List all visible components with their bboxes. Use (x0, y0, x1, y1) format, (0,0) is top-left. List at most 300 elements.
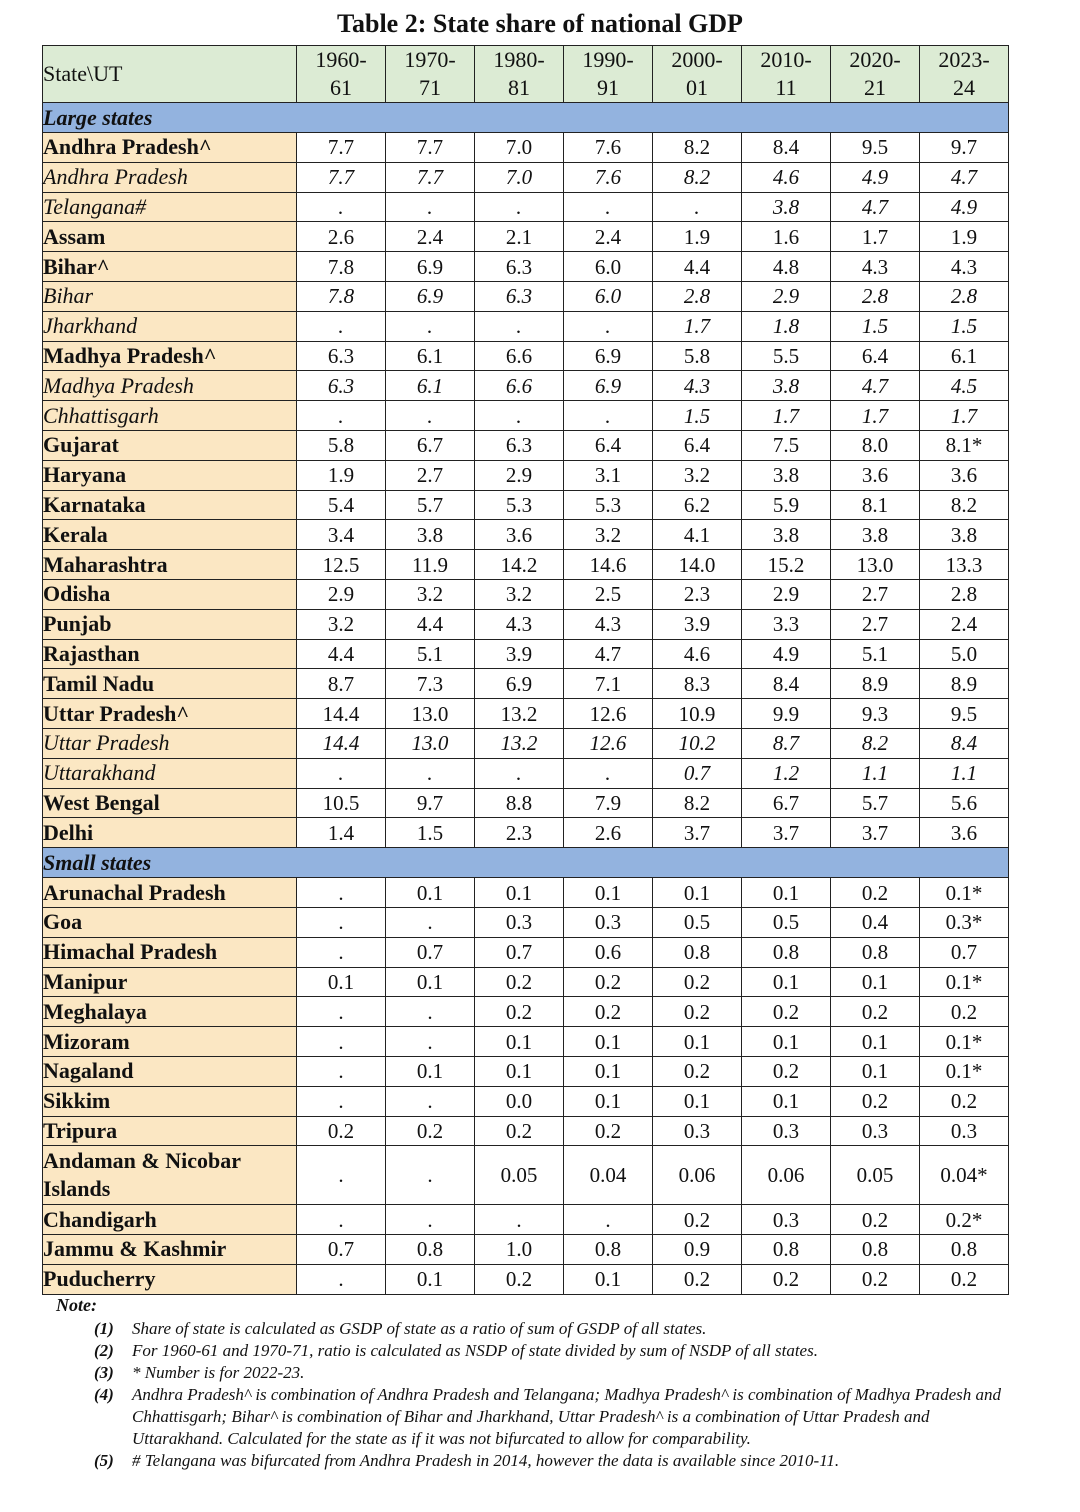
table-row (43, 1235, 1009, 1265)
share-value-cell: 2.6 (564, 818, 653, 848)
table-row (43, 490, 1009, 520)
share-value-cell: 0.5 (653, 907, 742, 937)
state-name: Mizoram (43, 1027, 297, 1057)
share-value-cell: 0.2 (564, 1116, 653, 1146)
table-row (43, 907, 1009, 937)
share-value-cell: 0.8 (920, 1235, 1009, 1265)
share-value-cell: 3.8 (920, 520, 1009, 550)
share-value-cell: 0.2 (475, 997, 564, 1027)
share-value-cell: 5.0 (920, 639, 1009, 669)
share-value-cell: 6.6 (475, 341, 564, 371)
share-value-cell: . (297, 1264, 386, 1294)
share-value-cell: 1.6 (742, 222, 831, 252)
header-year-line1: 2010- (760, 47, 812, 72)
share-value-cell: 1.7 (653, 311, 742, 341)
share-value-cell: 12.5 (297, 550, 386, 580)
share-value-cell: 1.0 (475, 1235, 564, 1265)
state-name: Punjab (43, 609, 297, 639)
header-year-line1: 1970- (404, 47, 456, 72)
share-value-cell: 0.2 (653, 1264, 742, 1294)
share-value-cell: . (297, 758, 386, 788)
share-value-cell: 14.4 (297, 699, 386, 729)
table-row (43, 1264, 1009, 1294)
share-value-cell: 2.9 (475, 460, 564, 490)
share-value-cell: 13.2 (475, 699, 564, 729)
share-value-cell: 6.9 (475, 669, 564, 699)
share-value-cell: 4.1 (653, 520, 742, 550)
share-value-cell: 1.7 (920, 401, 1009, 431)
share-value-cell: 4.7 (564, 639, 653, 669)
share-value-cell: 9.5 (831, 133, 920, 163)
table-row (43, 639, 1009, 669)
share-value-cell: 0.04* (920, 1146, 1009, 1205)
share-value-cell: 1.7 (831, 222, 920, 252)
share-value-cell: 1.5 (653, 401, 742, 431)
share-value-cell: 3.2 (297, 609, 386, 639)
share-value-cell: 13.2 (475, 728, 564, 758)
share-value-cell: 0.1 (564, 1056, 653, 1086)
table-row (43, 1116, 1009, 1146)
share-value-cell: 1.4 (297, 818, 386, 848)
share-value-cell: 8.0 (831, 430, 920, 460)
table-row (43, 222, 1009, 252)
table-row (43, 609, 1009, 639)
share-value-cell: 0.8 (653, 937, 742, 967)
share-value-cell: 0.2 (564, 997, 653, 1027)
share-value-cell: 7.5 (742, 430, 831, 460)
share-value-cell: 4.3 (831, 252, 920, 282)
share-value-cell: 6.9 (386, 252, 475, 282)
share-value-cell: 7.7 (386, 162, 475, 192)
share-value-cell: 1.2 (742, 758, 831, 788)
share-value-cell: . (297, 907, 386, 937)
share-value-cell: 4.7 (920, 162, 1009, 192)
table-row (43, 1205, 1009, 1235)
share-value-cell: 0.2 (742, 997, 831, 1027)
share-value-cell: 6.7 (742, 788, 831, 818)
share-value-cell: 0.1 (386, 967, 475, 997)
share-value-cell: 0.2 (475, 1264, 564, 1294)
share-value-cell: 2.8 (653, 281, 742, 311)
share-value-cell: 0.2 (653, 1205, 742, 1235)
share-value-cell: 3.2 (564, 520, 653, 550)
share-value-cell: 0.4 (831, 907, 920, 937)
share-value-cell: 1.7 (831, 401, 920, 431)
share-value-cell: 0.8 (831, 1235, 920, 1265)
state-name: Tripura (43, 1116, 297, 1146)
share-value-cell: 0.1 (564, 1027, 653, 1057)
share-value-cell: 0.2 (297, 1116, 386, 1146)
table-row (43, 371, 1009, 401)
table-row (43, 669, 1009, 699)
state-name: Himachal Pradesh (43, 937, 297, 967)
share-value-cell: 3.7 (831, 818, 920, 848)
note-item (94, 1318, 1016, 1340)
share-value-cell: 0.3 (653, 1116, 742, 1146)
share-value-cell: 3.2 (386, 579, 475, 609)
share-value-cell: . (297, 1056, 386, 1086)
share-value-cell: 9.7 (920, 133, 1009, 163)
note-item (94, 1340, 1016, 1362)
share-value-cell: 2.5 (564, 579, 653, 609)
share-value-cell: 0.3* (920, 907, 1009, 937)
share-value-cell: 3.8 (742, 371, 831, 401)
share-value-cell: 4.3 (920, 252, 1009, 282)
share-value-cell: 3.8 (742, 520, 831, 550)
share-value-cell: . (386, 997, 475, 1027)
state-name: Andaman & Nicobar Islands (43, 1146, 297, 1205)
sub-state-name: Telangana# (43, 192, 297, 222)
sub-state-name: Madhya Pradesh (43, 371, 297, 401)
share-value-cell: 7.6 (564, 133, 653, 163)
note-item (94, 1450, 1016, 1472)
state-name: Haryana (43, 460, 297, 490)
share-value-cell: 9.9 (742, 699, 831, 729)
share-value-cell: 0.8 (742, 1235, 831, 1265)
header-year (297, 46, 386, 103)
share-value-cell: 4.3 (564, 609, 653, 639)
share-value-cell: 13.0 (831, 550, 920, 580)
share-value-cell: 8.2 (653, 133, 742, 163)
table-header (43, 46, 1009, 103)
sub-state-name: Uttar Pradesh (43, 728, 297, 758)
share-value-cell: 8.7 (297, 669, 386, 699)
share-value-cell: 0.1 (831, 1056, 920, 1086)
state-name: Maharashtra (43, 550, 297, 580)
share-value-cell: . (386, 1205, 475, 1235)
share-value-cell: 6.4 (564, 430, 653, 460)
share-value-cell: 9.5 (920, 699, 1009, 729)
share-value-cell: 8.2 (920, 490, 1009, 520)
share-value-cell: 0.1 (742, 1086, 831, 1116)
state-name: Meghalaya (43, 997, 297, 1027)
note-text: Andhra Pradesh^ is combination of Andhra Pradesh and Telangana; Madhya Pradesh^ is combination of Madhya Pradesh and Chhattisgarh; Bihar^ is combination of Bihar and Jharkhand, Uttar Pradesh^ is a combination of Uttar Pradesh and Uttarakhand. Calculated for the state as if it was not bifurcated to allow for comparability. (132, 1385, 1002, 1448)
share-value-cell: 7.8 (297, 252, 386, 282)
share-value-cell: 7.1 (564, 669, 653, 699)
share-value-cell: . (386, 401, 475, 431)
table-row (43, 758, 1009, 788)
table-row (43, 937, 1009, 967)
share-value-cell: 5.6 (920, 788, 1009, 818)
section-label: Small states (43, 848, 1009, 878)
share-value-cell: 6.3 (475, 430, 564, 460)
share-value-cell: 0.2 (653, 1056, 742, 1086)
share-value-cell: . (297, 401, 386, 431)
header-year (920, 46, 1009, 103)
share-value-cell: 3.4 (297, 520, 386, 550)
table-row (43, 878, 1009, 908)
share-value-cell: 0.2 (831, 878, 920, 908)
note-item (94, 1362, 1016, 1384)
share-value-cell: 4.5 (920, 371, 1009, 401)
note-text: # Telangana was bifurcated from Andhra Pradesh in 2014, however the data is available since 2010-11. (132, 1451, 840, 1470)
header-year-line2: 91 (597, 75, 619, 100)
share-value-cell: 0.1 (653, 1027, 742, 1057)
header-year-line1: 1990- (582, 47, 634, 72)
share-value-cell: 11.9 (386, 550, 475, 580)
header-year-line1: 1960- (315, 47, 367, 72)
share-value-cell: 1.9 (653, 222, 742, 252)
share-value-cell: 12.6 (564, 699, 653, 729)
note-item (94, 1384, 1016, 1450)
share-value-cell: 10.9 (653, 699, 742, 729)
share-value-cell: . (297, 1146, 386, 1205)
share-value-cell: 0.2 (475, 967, 564, 997)
share-value-cell: 0.1 (742, 878, 831, 908)
share-value-cell: 7.7 (386, 133, 475, 163)
share-value-cell: . (297, 937, 386, 967)
share-value-cell: 4.7 (831, 371, 920, 401)
share-value-cell: 0.1 (742, 1027, 831, 1057)
note-number: (5) (94, 1451, 114, 1470)
share-value-cell: 0.2 (920, 1264, 1009, 1294)
share-value-cell: 3.8 (742, 460, 831, 490)
share-value-cell: 0.2 (564, 967, 653, 997)
table-title: Table 2: State share of national GDP (337, 9, 743, 38)
header-year-line1: 2020- (849, 47, 901, 72)
share-value-cell: 6.6 (475, 371, 564, 401)
table-row (43, 579, 1009, 609)
share-value-cell: 4.8 (742, 252, 831, 282)
share-value-cell: 0.6 (564, 937, 653, 967)
share-value-cell: 1.8 (742, 311, 831, 341)
share-value-cell: 3.6 (920, 460, 1009, 490)
share-value-cell: 1.7 (742, 401, 831, 431)
state-name: Chandigarh (43, 1205, 297, 1235)
sub-state-name: Andhra Pradesh (43, 162, 297, 192)
share-value-cell: 7.6 (564, 162, 653, 192)
share-value-cell: . (475, 758, 564, 788)
share-value-cell: 14.4 (297, 728, 386, 758)
note-number: (1) (94, 1319, 114, 1338)
share-value-cell: 1.5 (920, 311, 1009, 341)
table-row (43, 728, 1009, 758)
share-value-cell: 7.7 (297, 133, 386, 163)
share-value-cell: 0.2 (653, 997, 742, 1027)
state-name: Uttar Pradesh^ (43, 699, 297, 729)
share-value-cell: 2.7 (831, 609, 920, 639)
share-value-cell: 8.1* (920, 430, 1009, 460)
share-value-cell: 8.2 (653, 162, 742, 192)
share-value-cell: 3.6 (831, 460, 920, 490)
state-name: Delhi (43, 818, 297, 848)
share-value-cell: 1.1 (920, 758, 1009, 788)
header-year-line2: 01 (686, 75, 708, 100)
section-row (43, 848, 1009, 878)
share-value-cell: 7.8 (297, 281, 386, 311)
share-value-cell: 1.5 (831, 311, 920, 341)
share-value-cell: 1.9 (920, 222, 1009, 252)
table-body (43, 103, 1009, 1295)
table-row (43, 1056, 1009, 1086)
share-value-cell: 1.5 (386, 818, 475, 848)
share-value-cell: 0.1* (920, 967, 1009, 997)
share-value-cell: 0.0 (475, 1086, 564, 1116)
share-value-cell: 6.4 (831, 341, 920, 371)
note-text: * Number is for 2022-23. (132, 1363, 305, 1382)
share-value-cell: 13.0 (386, 728, 475, 758)
share-value-cell: 5.3 (475, 490, 564, 520)
share-value-cell: 0.1 (297, 967, 386, 997)
share-value-cell: 10.5 (297, 788, 386, 818)
share-value-cell: . (386, 758, 475, 788)
sub-state-name: Chhattisgarh (43, 401, 297, 431)
share-value-cell: 0.04 (564, 1146, 653, 1205)
share-value-cell: 8.9 (920, 669, 1009, 699)
share-value-cell: 0.1* (920, 1056, 1009, 1086)
share-value-cell: 0.1 (653, 1086, 742, 1116)
state-name: Assam (43, 222, 297, 252)
table-row (43, 997, 1009, 1027)
share-value-cell: . (475, 311, 564, 341)
share-value-cell: . (297, 311, 386, 341)
section-row (43, 103, 1009, 133)
share-value-cell: . (386, 192, 475, 222)
share-value-cell: 0.5 (742, 907, 831, 937)
share-value-cell: 0.3 (475, 907, 564, 937)
share-value-cell: 5.8 (297, 430, 386, 460)
share-value-cell: 3.8 (386, 520, 475, 550)
share-value-cell: 0.06 (653, 1146, 742, 1205)
share-value-cell: 15.2 (742, 550, 831, 580)
header-year (653, 46, 742, 103)
share-value-cell: 3.7 (653, 818, 742, 848)
share-value-cell: 4.3 (653, 371, 742, 401)
share-value-cell: 3.9 (653, 609, 742, 639)
header-year-line2: 11 (775, 75, 797, 100)
table-row (43, 699, 1009, 729)
table-row (43, 401, 1009, 431)
share-value-cell: 8.9 (831, 669, 920, 699)
state-name: Jammu & Kashmir (43, 1235, 297, 1265)
share-value-cell: 5.7 (386, 490, 475, 520)
state-name: Bihar^ (43, 252, 297, 282)
state-name: Karnataka (43, 490, 297, 520)
share-value-cell: 0.2 (831, 1205, 920, 1235)
section-label: Large states (43, 103, 1009, 133)
share-value-cell: 0.2 (653, 967, 742, 997)
share-value-cell: 7.3 (386, 669, 475, 699)
share-value-cell: . (386, 311, 475, 341)
header-year (831, 46, 920, 103)
note-number: (2) (94, 1341, 114, 1360)
share-value-cell: 14.0 (653, 550, 742, 580)
share-value-cell: 2.9 (742, 579, 831, 609)
share-value-cell: 6.0 (564, 252, 653, 282)
notes-title: Note: (56, 1295, 97, 1315)
notes (56, 1294, 1016, 1472)
share-value-cell: 0.7 (297, 1235, 386, 1265)
share-value-cell: 2.6 (297, 222, 386, 252)
share-value-cell: 0.1* (920, 878, 1009, 908)
share-value-cell: 10.2 (653, 728, 742, 758)
share-value-cell: 0.2 (475, 1116, 564, 1146)
share-value-cell: 8.4 (920, 728, 1009, 758)
share-value-cell: 4.4 (386, 609, 475, 639)
share-value-cell: 3.2 (653, 460, 742, 490)
note-number: (3) (94, 1363, 114, 1382)
share-value-cell: 2.1 (475, 222, 564, 252)
state-name: Andhra Pradesh^ (43, 133, 297, 163)
share-value-cell: 4.6 (653, 639, 742, 669)
share-value-cell: 8.8 (475, 788, 564, 818)
table-row (43, 967, 1009, 997)
state-name: Tamil Nadu (43, 669, 297, 699)
share-value-cell: 6.1 (920, 341, 1009, 371)
share-value-cell: 0.2 (920, 1086, 1009, 1116)
table-row (43, 252, 1009, 282)
share-value-cell: . (297, 1027, 386, 1057)
share-value-cell: 3.9 (475, 639, 564, 669)
share-value-cell: 8.2 (653, 788, 742, 818)
share-value-cell: 0.3 (920, 1116, 1009, 1146)
share-value-cell: 5.7 (831, 788, 920, 818)
share-value-cell: 4.7 (831, 192, 920, 222)
gdp-share-table (42, 45, 1009, 1295)
table-row (43, 520, 1009, 550)
share-value-cell: . (297, 192, 386, 222)
share-value-cell: . (297, 878, 386, 908)
share-value-cell: 7.0 (475, 133, 564, 163)
state-name: Kerala (43, 520, 297, 550)
share-value-cell: 0.1* (920, 1027, 1009, 1057)
share-value-cell: 13.3 (920, 550, 1009, 580)
share-value-cell: 8.4 (742, 669, 831, 699)
share-value-cell: 0.9 (653, 1235, 742, 1265)
share-value-cell: 5.4 (297, 490, 386, 520)
share-value-cell: 6.0 (564, 281, 653, 311)
share-value-cell: 6.3 (475, 281, 564, 311)
note-number: (4) (94, 1385, 114, 1404)
share-value-cell: 12.6 (564, 728, 653, 758)
share-value-cell: 0.7 (386, 937, 475, 967)
share-value-cell: 6.2 (653, 490, 742, 520)
share-value-cell: 14.6 (564, 550, 653, 580)
share-value-cell: 0.2 (742, 1056, 831, 1086)
share-value-cell: . (386, 1086, 475, 1116)
share-value-cell: 2.8 (831, 281, 920, 311)
table-row (43, 818, 1009, 848)
state-name: Gujarat (43, 430, 297, 460)
share-value-cell: 0.8 (831, 937, 920, 967)
share-value-cell: 0.05 (831, 1146, 920, 1205)
table-row (43, 1146, 1009, 1205)
share-value-cell: 5.1 (386, 639, 475, 669)
state-name: Rajasthan (43, 639, 297, 669)
share-value-cell: 0.7 (653, 758, 742, 788)
header-state-ut: State\UT (43, 46, 297, 103)
share-value-cell: 6.7 (386, 430, 475, 460)
share-value-cell: . (564, 758, 653, 788)
share-value-cell: 13.0 (386, 699, 475, 729)
state-name: Odisha (43, 579, 297, 609)
share-value-cell: 4.3 (475, 609, 564, 639)
share-value-cell: . (386, 1146, 475, 1205)
state-name: Sikkim (43, 1086, 297, 1116)
share-value-cell: 6.1 (386, 371, 475, 401)
share-value-cell: 14.2 (475, 550, 564, 580)
share-value-cell: . (564, 192, 653, 222)
share-value-cell: 0.1 (564, 1264, 653, 1294)
share-value-cell: 0.05 (475, 1146, 564, 1205)
table-row (43, 430, 1009, 460)
share-value-cell: 0.2* (920, 1205, 1009, 1235)
share-value-cell: 0.1 (386, 1056, 475, 1086)
table-row (43, 460, 1009, 490)
share-value-cell: 0.2 (831, 1086, 920, 1116)
share-value-cell: 2.7 (831, 579, 920, 609)
share-value-cell: 0.8 (386, 1235, 475, 1265)
